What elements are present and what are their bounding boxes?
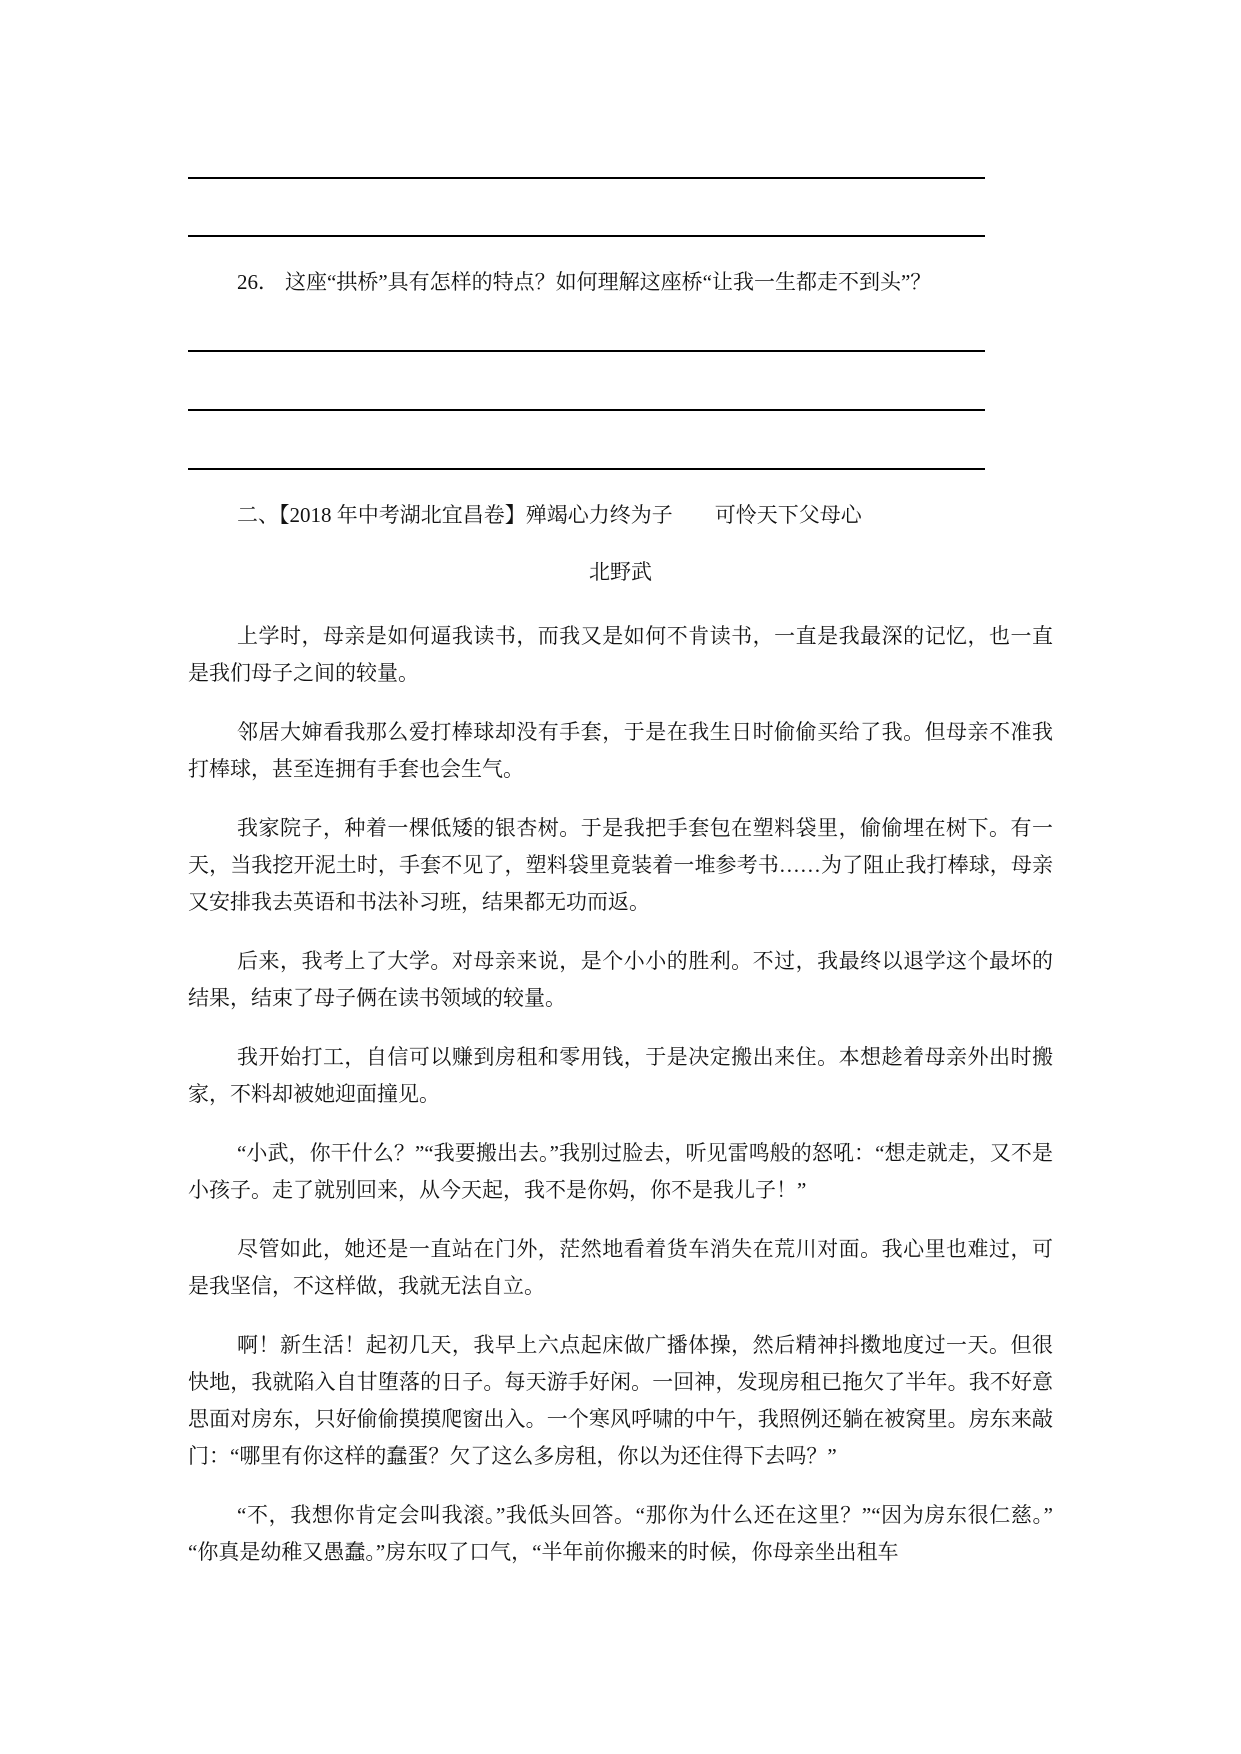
essay-body [188,618,1053,1571]
essay-title: 殚竭心力终为子 可怜天下父母心 [525,503,862,527]
essay-author: 北野武 [589,560,652,584]
essay-paragraph: “不，我想你肯定会叫我滚。”我低头回答。“那你为什么还在这里？”“因为房东很仁慈。”“你真是幼稚又愚蠢。”房东叹了口气，“半年前你搬来的时候，你母亲坐出租车 [188,1503,1053,1564]
answer-line [188,177,985,179]
question-number: 26． [237,270,279,294]
essay-paragraph: 啊！新生活！起初几天，我早上六点起床做广播体操，然后精神抖擞地度过一天。但很快地，我就陷入自甘堕落的日子。每天游手好闲。一回神，发现房租已拖欠了半年。我不好意思面对房东，只好偷偷摸摸爬窗出入。一个寒风呼啸的中午，我照例还躺在被窝里。房东来敲门：“哪里有你这样的蠢蛋？欠了这么多房租，你以为还住得下去吗？” [188,1333,1053,1468]
essay-paragraph: 我家院子，种着一棵低矮的银杏树。于是我把手套包在塑料袋里，偷偷埋在树下。有一天，当我挖开泥土时，手套不见了，塑料袋里竟装着一堆参考书……为了阻止我打棒球，母亲又安排我去英语和书法补习班，结果都无功而返。 [188,816,1053,914]
question-26 [188,264,1053,301]
answer-line [188,468,985,470]
essay-paragraph: 上学时，母亲是如何逼我读书，而我又是如何不肯读书，一直是我最深的记忆，也一直是我们母子之间的较量。 [188,624,1053,685]
essay-paragraph: 后来，我考上了大学。对母亲来说，是个小小的胜利。不过，我最终以退学这个最坏的结果，结束了母子俩在读书领域的较量。 [188,949,1053,1010]
section-number: 二、 [237,503,279,527]
essay-paragraph: 尽管如此，她还是一直站在门外，茫然地看着货车消失在荒川对面。我心里也难过，可是我坚信，不这样做，我就无法自立。 [188,1237,1053,1298]
section-source: 【2018 年中考湖北宜昌卷】 [279,503,526,527]
document-content [188,0,1053,1571]
answer-line [188,235,985,237]
section-heading [188,497,1053,534]
answer-line [188,409,985,411]
essay-paragraph: 邻居大婶看我那么爱打棒球却没有手套，于是在我生日时偷偷买给了我。但母亲不准我打棒球，甚至连拥有手套也会生气。 [188,720,1053,781]
essay-paragraph: “小武，你干什么？”“我要搬出去。”我别过脸去，听见雷鸣般的怒吼：“想走就走，又不是小孩子。走了就别回来，从今天起，我不是你妈，你不是我儿子！” [188,1141,1053,1202]
essay-paragraph: 我开始打工，自信可以赚到房租和零用钱，于是决定搬出来住。本想趁着母亲外出时搬家，不料却被她迎面撞见。 [188,1045,1053,1106]
question-text: 这座“拱桥”具有怎样的特点？如何理解这座桥“让我一生都走不到头”？ [285,270,932,294]
answer-line [188,350,985,352]
